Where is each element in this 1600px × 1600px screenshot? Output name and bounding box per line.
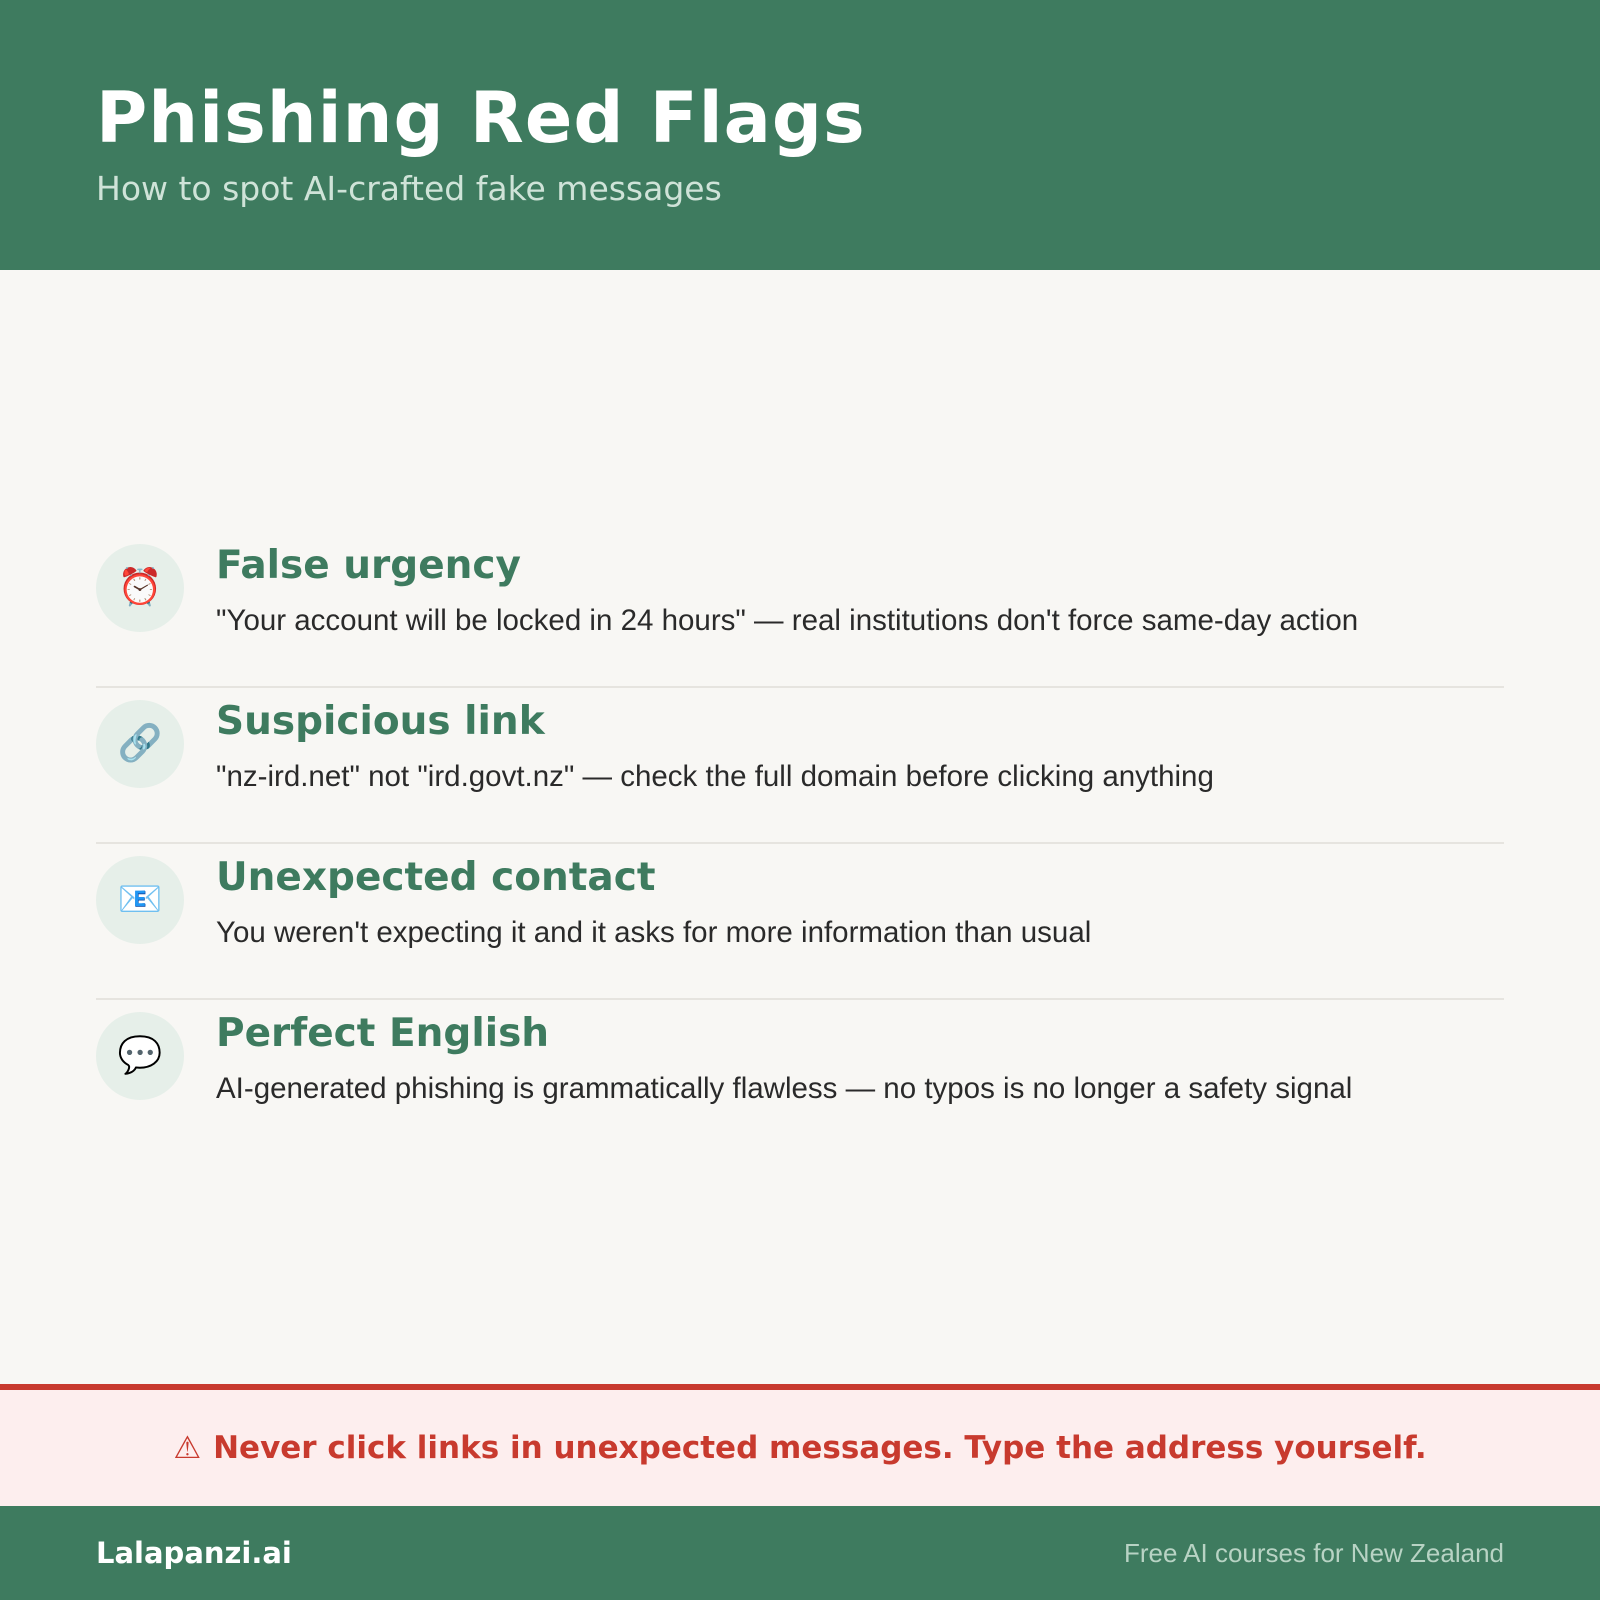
speech-bubble-icon: 💬 (96, 1012, 184, 1100)
page-title: Phishing Red Flags (96, 77, 866, 159)
list-item-suspicious-link (96, 688, 1504, 844)
warning-text: Never click links in unexpected messages. Type the address yourself. (213, 1430, 1427, 1466)
item-title: Perfect English (216, 1011, 550, 1056)
item-description: You weren't expecting it and it asks for more information than usual (216, 916, 1092, 949)
item-description: "nz-ird.net" not "ird.govt.nz" — check the full domain before clicking anything (216, 760, 1214, 793)
list-item-perfect-english (96, 1000, 1504, 1156)
brand-logo-text: Lalapanzi.ai (96, 1536, 292, 1570)
red-flags-list (96, 532, 1504, 1156)
item-description: AI-generated phishing is grammatically flawless — no typos is no longer a safety signal (216, 1072, 1353, 1105)
item-title: Unexpected contact (216, 855, 656, 900)
alarm-clock-icon: ⏰ (96, 544, 184, 632)
page-subtitle: How to spot AI-crafted fake messages (96, 169, 722, 208)
list-item-false-urgency (96, 532, 1504, 688)
list-item-unexpected-contact (96, 844, 1504, 1000)
item-title: Suspicious link (216, 699, 545, 744)
footer (0, 1506, 1600, 1600)
warning-banner (0, 1384, 1600, 1506)
email-icon: 📧 (96, 856, 184, 944)
item-description: "Your account will be locked in 24 hours" — real institutions don't force same-day action (216, 604, 1359, 637)
link-icon: 🔗 (96, 700, 184, 788)
warning-icon: ⚠ (173, 1430, 202, 1466)
item-title: False urgency (216, 543, 521, 588)
footer-tagline: Free AI courses for New Zealand (1123, 1537, 1504, 1568)
header-banner (0, 0, 1600, 270)
